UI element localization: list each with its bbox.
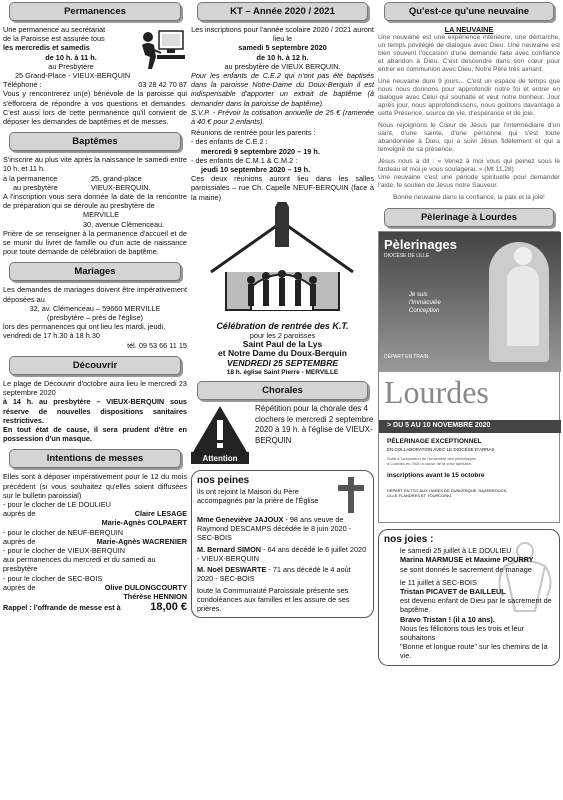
kt-celebration: Célébration de rentrée des K.T.	[216, 320, 349, 331]
messe-price: 18,00 €	[150, 601, 187, 614]
lourdes-poster: Pèlerinages DIOCÈSE DE LILLE Je suis l'Immaculée Conception DÉPART EN TRAIN Lourdes > DU 5 AU 10 NOVEMBRE 2020 PÈLERINAGE EXCEPTIONNEL EN COLLABORATION AVEC LE DIOCÈSE D'ARRAS Suite à l'annulation de l'ensemble des pèlerinages à Lourdes en 2020 à cause de la crise sanitaire. inscriptions avant le 15 octobre DÉPART EN TGV AUX GARES DE DUNKERQUE, HAZEBROUCK, LILLE FLANDRES ET TOURCOING	[378, 231, 560, 523]
left-column: Permanences Une permanence au secrétariat de la Paroisse est assurée tous les mercredis et samedis de 10 h. à 11 h. au Presbytère 25 Grand-Place - VIEUX-BERQUIN Téléphone : 03 28 42 70 87 Vous y rencontrerez un(e) bénévole de la paroisse qui s'efforcera de répondre à vos questions et demandes. C'est aussi lors de cette permanence qu'il convient de déposer les demandes de baptêmes et de messes. Baptêmes S'inscrire au plus vite après la naissance le samedi entre 10 h. et 11 h. à la permanence 25, grand-place au presbytère VIEUX-BERQUIN. A l'inscription vous sera donnée la date de la rencontre de préparation qui se déroule au presbytère de MERVILLE 30, avenue Clémenceau. Prière de se renseigner à la permanence d'accueil et de se munir du livret de famille ou d'un acte de naissance pour toute demande de célébration de baptême. Mariages Les demandes de mariages doivent être impérativement déposées au 32, av. Clémenceau – 59660 MERVILLE (presbytère – près de l'église) lors des permanences qui ont lieu les mardi, jeudi, vendredi de 17 h.30 à 18 h.30 tél. 09 53 66 11 15 Découvrir Le plage de Découvrir d'octobre aura lieu le mercredi 23 septembre 2020 à 14 h. au presbytère – VIEUX-BERQUIN sous réserve de nouvelles dispositions sanitaires restrictives. En tout état de cause, il sera prudent d'être en possession d'un masque. Intentions de messes Elles sont à déposer impérativement pour le 12 du mois précédent (si vous souhaitez qu'elles soient diffusées sur le bulletin paroissial) - pour le clocher de LE DOULIEU auprès de Claire LESAGE Marie-Agnès COLPAERT - pour le clocher de NEUF-BERQUIN auprès de Marie-Agnès WACRENIER - pour le clocher de VIEUX-BERQUIN aux permanences du mercredi et du samedi au presbytère - pour le clocher de SEC-BOIS auprès de Olive DULONGCOURTY Thérèse HENNION Rappel : l'offrande de messe est à 18,00 €	[3, 2, 187, 613]
baptemes-header: Baptêmes	[9, 132, 181, 151]
computer-user-icon	[139, 25, 187, 71]
lourdes-title: Lourdes	[384, 374, 489, 411]
permanences-body: Vous y rencontrerez un(e) bénévole de la paroisse qui s'efforcera de répondre à vos questions et demandes. C'est aussi lors de cette permanence qu'il convient de déposer les demandes de baptêmes et de messes.	[3, 89, 187, 127]
angel-icon	[495, 536, 555, 616]
mariages-header: Mariages	[9, 262, 181, 281]
cross-icon	[334, 475, 368, 515]
permanences-intro: Une permanence au secrétariat de la Paroisse est assurée tous les mercredis et samedis de 10 h. à 11 h. au Presbytère	[3, 25, 187, 71]
lourdes-header: Pèlerinage à Lourdes	[384, 208, 554, 227]
attention-sign-icon	[191, 404, 249, 466]
messes-list: - pour le clocher de LE DOULIEU auprès de Claire LESAGE Marie-Agnès COLPAERT - pour le clocher de NEUF-BERQUIN auprès de Marie-Agnès WACRENIER - pour le clocher de VIEUX-BERQUIN aux permanences du mercredi et du samedi au presbytère - pour le clocher de SEC-BOIS auprès de Olive DULONGCOURTY Thérèse HENNION	[3, 499, 187, 601]
neuvaine-header: Qu'est-ce qu'une neuvaine	[384, 2, 554, 21]
chorales-text: Répétition pour la chorale des 4 clochers le mercredi 2 septembre 2020 à 19 h. à l'église de VIEUX-BERQUIN	[255, 404, 374, 445]
decouvrir-header: Découvrir	[9, 356, 181, 375]
chorales-header: Chorales	[197, 381, 368, 400]
messes-header: Intentions de messes	[9, 449, 181, 468]
kt-header: KT – Année 2020 / 2021	[197, 2, 368, 21]
joies-box: nos joies : le samedi 25 juillet à LE DOULIEU Marina MARMUSE et Maxime POURRY se sont donnés le sacrement de mariage le 11 juillet à SEC-BOIS Tristan PICAVET de BAILLEUL est devenu enfant de Dieu par le sacrement de baptême. Bravo Tristan ! (il a 10 ans). Nous les félicitons tous les trois et leur souhaitons "Bonne et longue route" sur les chemins de la vie.	[378, 529, 560, 665]
peines-box: nos peines ils ont rejoint la Maison du Père accompagnés par la prière de l'Église Mme Geneviève JAJOUX - 98 ans veuve de Raymond DESCAMPS décédée le 8 juin 2020 - SEC-BOIS M. Bernard SIMON - 64 ans décédé le 6 juillet 2020 - VIEUX-BERQUIN M. Noël DESWARTE - 71 ans décédé le 4 août 2020 - SEC-BOIS toute la Communauté Paroissiale présente ses condoléances aux familles et les assure de ses prières.	[191, 470, 374, 618]
middle-column: KT – Année 2020 / 2021 Les inscriptions pour l'année scolaire 2020 / 2021 auront lieu le samedi 5 septembre 2020 de 10 h. à 12 h. au presbytère de VIEUX BERQUIN. Pour les enfants de C.E.2 qui n'ont pas été baptisés dans la paroisse Notre-Dame du Doux-Berquin il est indispensable d'apporter un extrait de baptême (à demander dans la paroisse de baptême). S.V.P. - Prévoir la cotisation annuelle de 25 € (ramenée à 40 € pour 2 enfants). Réunions de rentrée pour les parents : - des enfants de C.E.2 : mercredi 9 septembre 2020 – 19 h. - des enfants de C.M.1 & C.M.2 : jeudi 10 septembre 2020 – 19 h. Ces deux réunions auront lieu dans les salles paroissiales – rue Ch. Capelle NEUF-BERQUIN (face à la mairie) Célébration de rentrée des K.T. pour les 2 paroisses Saint Paul de la Lys et Notre Dame du Doux-Berquin VENDREDI 25 SEPTEMBRE 18 h. église Saint Pierre - MERVILLE Chorales Attention Répétition pour la chorale des 4 clochers le mercredi 2 septembre 2020 à 19 h. à l'église de VIEUX-BERQUIN nos peines ils ont rejoint la Maison du Père accompagnés par la prière de l'Église Mme Geneviève JAJOUX - 98 ans veuve de Raymond DESCAMPS décédée le 8 juin 2020 - SEC-BOIS M. Bernard SIMON - 64 ans décédé le 6 juillet 2020 - VIEUX-BERQUIN M. Noël DESWARTE - 71 ans décédé le 4 août 2020 - SEC-BOIS toute la Communauté Paroissiale présente ses condoléances aux familles et les assure de ses prières.	[191, 2, 374, 618]
attention-sign-label: Attention	[202, 454, 238, 464]
right-column: Qu'est-ce qu'une neuvaine LA NEUVAINE Une neuvaine est une expérience intérieure, une démarche, un temps privilégié de dialogue avec Dieu. Une neuvaine est bien souvent l'occasion d'une demande faite avec confiance et abandon à Dieu. C'est descendre dans son cœur pour entrer en communion avec Dieu, Notre Père très aimant. Une neuvaine dure 9 jours... C'est un espace de temps que nous nous donnons pour approfondir notre foi et entrer en dialogue avec Celui qui souhaite et veut notre bonheur. Jour après jour, nous approfondissons, nous goûtons davantage à cette Présence, source de vie, d'espérance et de joie. Nous rejoignons le Cœur de Jésus par l'intermédiaire d'un saint, d'une sainte, d'une personne qui s'est toute abandonnée à Dieu, qui a suivi Jésus fidèlement et qui a témoigné de sa présence. Jésus nous a dit : « Venez à moi vous qui peinez sous le fardeau et moi je vous soulagerai. » (Mt 11,28) Une neuvaine c'est une période spirituelle pour demander l'aide, le soutien de Jésus notre Sauveur. Bonne neuvaine dans la confiance, la paix et la joie! Pèlerinage à Lourdes Pèlerinages DIOCÈSE DE LILLE Je suis l'Immaculée Conception DÉPART EN TRAIN Lourdes > DU 5 AU 10 NOVEMBRE 2020 PÈLERINAGE EXCEPTIONNEL EN COLLABORATION AVEC LE DIOCÈSE D'ARRAS Suite à l'annulation de l'ensemble des pèlerinages à Lourdes en 2020 à cause de la crise sanitaire. inscriptions avant le 15 octobre DÉPART EN TGV AUX GARES DE DUNKERQUE, HAZEBROUCK, LILLE FLANDRES ET TOURCOING nos joies : le samedi 25 juillet à LE DOULIEU Marina MARMUSE et Maxime POURRY se sont donnés le sacrement de mariage le 11 juillet à SEC-BOIS Tristan PICAVET de BAILLEUL est devenu enfant de Dieu par le sacrement de baptême. Bravo Tristan ! (il a 10 ans). Nous les félicitons tous les trois et leur souhaitons "Bonne et longue route" sur les chemins de la vie.	[378, 2, 560, 666]
permanences-header: Permanences	[9, 2, 181, 21]
church-illustration	[191, 202, 374, 317]
